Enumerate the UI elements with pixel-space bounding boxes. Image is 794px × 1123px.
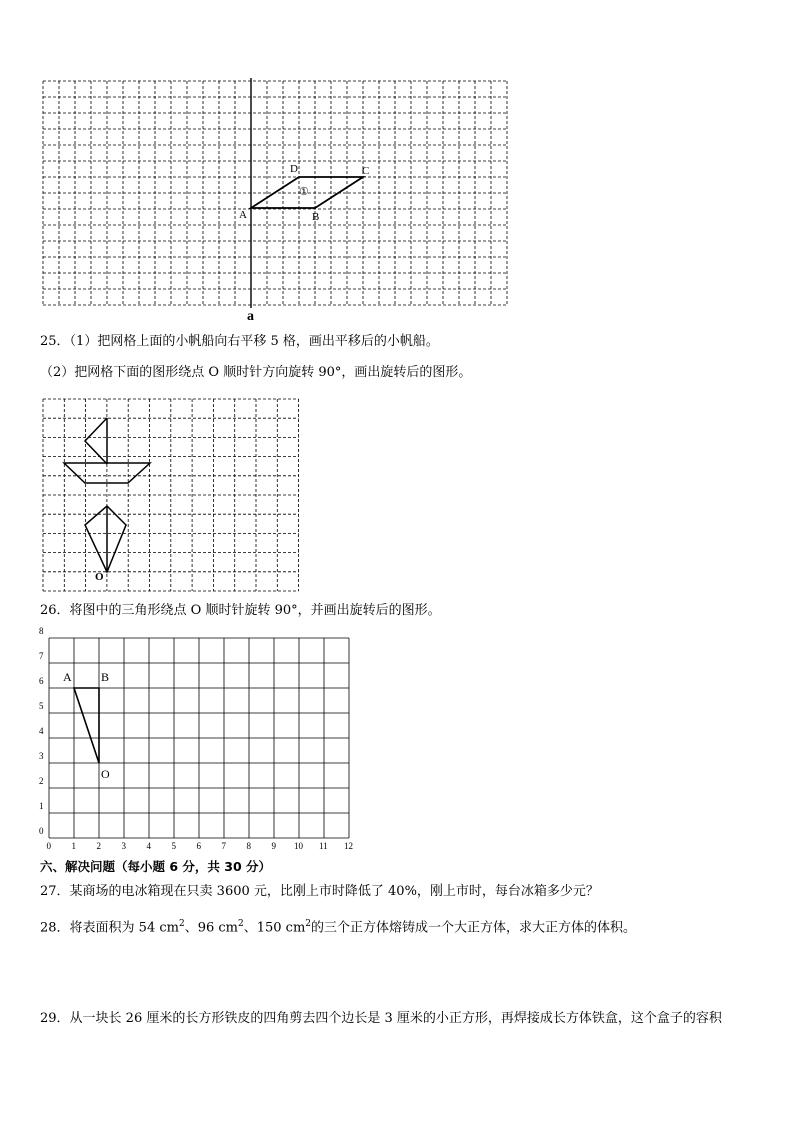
grid-3 <box>36 626 356 854</box>
grid-2-lines <box>43 399 299 591</box>
axis-a-label: a <box>247 309 254 324</box>
triangle-ABO <box>74 688 99 763</box>
x-tick-label: 3 <box>121 841 126 851</box>
q26-text: 26．将图中的三角形绕点 O 顺时针旋转 90°，并画出旋转后的图形。 <box>40 603 441 618</box>
x-tick-label: 6 <box>196 841 201 851</box>
section-6-title: 六、解决问题（每小题 6 分，共 30 分） <box>40 859 272 874</box>
point-B-label: B <box>101 670 110 684</box>
q28-sep1: 、96 cm <box>184 920 238 936</box>
grid-2 <box>40 396 302 596</box>
vertex-A-label: A <box>239 209 247 221</box>
q28-sup-2: 2 <box>238 919 244 929</box>
x-tick-label: 5 <box>171 841 176 851</box>
y-tick-label: 0 <box>39 826 44 836</box>
x-tick-label: 2 <box>96 841 101 851</box>
q28-sup-3: 2 <box>305 919 312 929</box>
point-O-label: O <box>95 571 104 583</box>
vertex-C-label: C <box>362 165 370 177</box>
y-tick-labels <box>39 626 44 836</box>
q29-text: 29．从一块长 26 厘米的长方形铁皮的四角剪去四个边长是 3 厘米的小正方形，再焊接成长方体铁盒，这个盒子的容积 <box>40 1011 722 1026</box>
y-tick-label: 5 <box>39 701 44 711</box>
q28-sep2: 、150 cm <box>243 920 306 936</box>
q28-suffix: 的三个正方体熔铸成一个大正方体，求大正方体的体积。 <box>311 920 637 936</box>
point-A-label: A <box>63 670 72 684</box>
y-tick-label: 6 <box>39 676 44 686</box>
x-tick-label: 12 <box>344 841 353 851</box>
vertex-B-label: B <box>312 211 320 223</box>
y-tick-label: 7 <box>39 651 44 661</box>
y-tick-label: 2 <box>39 776 44 786</box>
q25-line1: 25．（1）把网格上面的小帆船向右平移 5 格，画出平移后的小帆船。 <box>40 334 439 349</box>
x-tick-label: 4 <box>146 841 151 851</box>
q27-text: 27．某商场的电冰箱现在只卖 3600 元，比刚上市时降低了 40%，刚上市时，每台冰箱多少元？ <box>40 884 599 899</box>
q28-prefix: 28．将表面积为 54 cm <box>40 920 179 936</box>
x-tick-labels <box>47 841 354 851</box>
x-tick-label: 7 <box>221 841 226 851</box>
x-tick-label: 8 <box>246 841 251 851</box>
q28-sup-1: 2 <box>178 919 185 929</box>
q28-text <box>40 915 636 937</box>
sailboat-figure <box>64 418 150 483</box>
y-tick-label: 4 <box>39 726 44 736</box>
y-tick-label: 3 <box>39 751 44 761</box>
grid-1 <box>40 78 514 323</box>
x-tick-label: 11 <box>319 841 328 851</box>
y-tick-label: 8 <box>39 626 44 636</box>
x-tick-label: 9 <box>271 841 276 851</box>
kite-figure <box>85 506 126 572</box>
y-tick-label: 1 <box>39 801 44 811</box>
x-tick-label: 10 <box>294 841 303 851</box>
grid-3-lines <box>49 638 349 838</box>
x-tick-label: 0 <box>46 841 51 851</box>
vertex-D-label: D <box>290 163 298 175</box>
point-O-label: O <box>101 767 110 781</box>
x-tick-label: 1 <box>71 841 76 851</box>
q25-line2: （2）把网格下面的图形绕点 O 顺时针方向旋转 90°，画出旋转后的图形。 <box>40 365 472 380</box>
shape-1-label: ① <box>299 186 309 198</box>
